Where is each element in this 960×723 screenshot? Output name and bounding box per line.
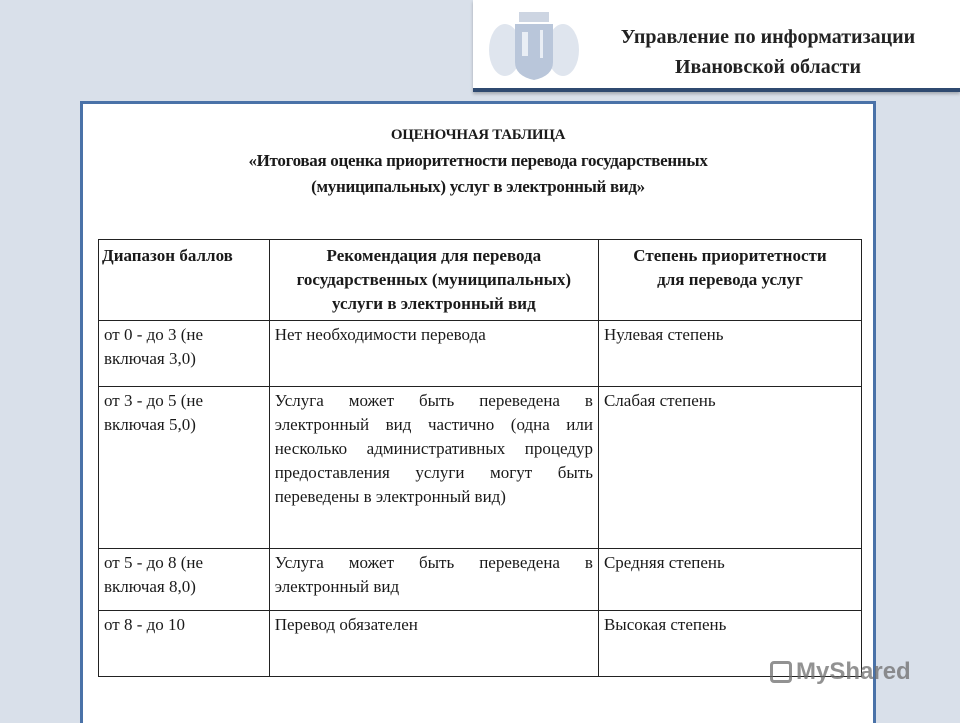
- column-header: Диапазон баллов: [99, 240, 270, 321]
- degree-cell: Средняя степень: [598, 549, 861, 611]
- title-line-2: «Итоговая оценка приоритетности перевода государственных: [248, 151, 708, 170]
- column-header: Степень приоритетности для перевода услуг: [598, 240, 861, 321]
- watermark-text: MyShared: [796, 658, 911, 685]
- range-cell: от 5 - до 8 (не включая 8,0): [99, 549, 270, 611]
- table-header-row: [99, 240, 862, 321]
- range-cell: от 8 - до 10: [99, 611, 270, 677]
- table-row: [99, 611, 862, 677]
- document-frame: [80, 101, 876, 723]
- coat-of-arms-icon: [485, 8, 583, 82]
- title-line-3: (муниципальных) услуг в электронный вид»: [311, 177, 645, 196]
- table-row: [99, 549, 862, 611]
- range-cell: от 0 - до 3 (не включая 3,0): [99, 321, 270, 387]
- title-line-1: ОЦЕНОЧНАЯ ТАБЛИЦА: [390, 127, 566, 143]
- evaluation-table: [98, 239, 862, 677]
- degree-cell: Высокая степень: [598, 611, 861, 677]
- recommendation-cell: Перевод обязателен: [269, 611, 598, 677]
- degree-cell: Нулевая степень: [598, 321, 861, 387]
- table-row: [99, 321, 862, 387]
- watermark-logo-icon: [770, 661, 792, 683]
- document-title: [83, 122, 873, 200]
- watermark: [770, 658, 911, 686]
- range-cell: от 3 - до 5 (не включая 5,0): [99, 387, 270, 549]
- recommendation-cell: Услуга может быть переведена в электронный вид: [269, 549, 598, 611]
- org-line-1: Управление по информатизации: [620, 26, 916, 48]
- column-header: Рекомендация для перевода государственных (муниципальных) услуги в электронный вид: [269, 240, 598, 321]
- header-banner: [473, 0, 960, 92]
- organization-name: [583, 22, 953, 82]
- org-line-2: Ивановской области: [674, 56, 862, 78]
- recommendation-cell: Нет необходимости перевода: [269, 321, 598, 387]
- degree-cell: Слабая степень: [598, 387, 861, 549]
- table-row: [99, 387, 862, 549]
- recommendation-cell: Услуга может быть переведена в электронный вид частично (одна или несколько административных процедур предоставления услуги могут быть переведены в электронный вид): [269, 387, 598, 549]
